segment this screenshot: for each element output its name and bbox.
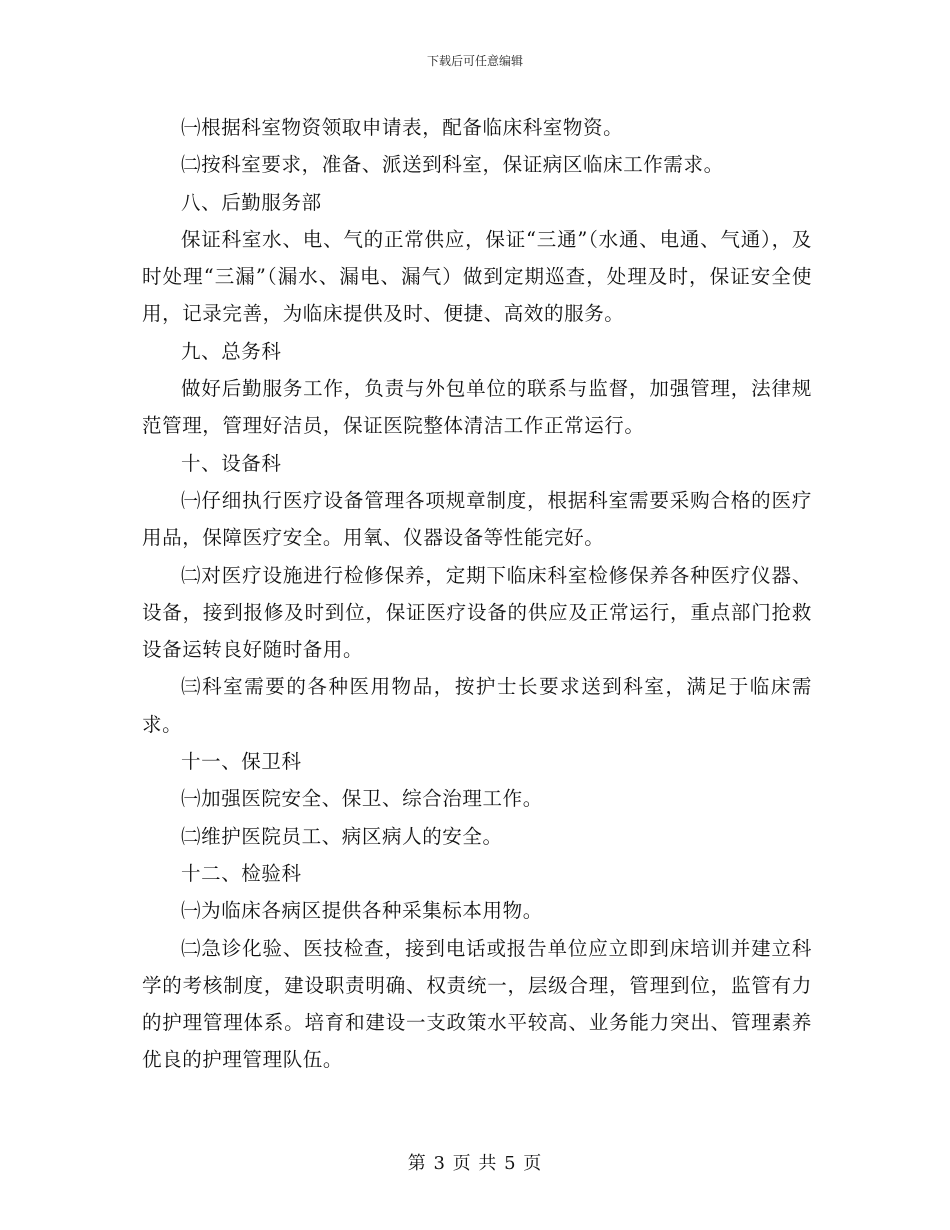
- section-heading: 八、后勤服务部: [181, 190, 322, 214]
- page-header: 下载后可任意编辑: [426, 54, 523, 68]
- document-body: [142, 109, 812, 1079]
- section-heading: 十二、检验科: [181, 861, 302, 885]
- page-number: 第 3 页 共 5 页: [407, 1153, 543, 1174]
- paragraph: ㈠为临床各病区提供各种采集标本用物。: [181, 899, 543, 923]
- paragraph: ㈡按科室要求，准备、派送到科室，保证病区临床工作需求。: [181, 153, 724, 177]
- paragraph: ㈡维护医院员工、病区病人的安全。: [181, 824, 503, 848]
- section-heading: 九、总务科: [181, 339, 282, 363]
- paragraph: 做好后勤服务工作，负责与外包单位的联系与监督，加强管理，法律规范管理，管理好洁员，保证医院整体清洁工作正常运行。: [142, 377, 812, 438]
- section-heading: 十、设备科: [181, 451, 282, 475]
- paragraph: ㈢科室需要的各种医用物品，按护士长要求送到科室，满足于临床需求。: [142, 675, 812, 736]
- paragraph: ㈡急诊化验、医技检查，接到电话或报告单位应立即到床培训并建立科学的考核制度，建设职责明确、权责统一，层级合理，管理到位，监管有力的护理管理体系。培育和建设一支政策水平较高、业务能力突出、管理素养优良的护理管理队伍。: [142, 936, 812, 1072]
- paragraph: ㈠根据科室物资领取申请表，配备临床科室物资。: [181, 116, 624, 139]
- paragraph: 保证科室水、电、气的正常供应，保证“三通”（水通、电通、气通），及时处理“三漏”（漏水、漏电、漏气）做到定期巡查，处理及时，保证安全使用，记录完善，为临床提供及时、便捷、高效的服务。: [142, 227, 812, 326]
- section-heading: 十一、保卫科: [181, 750, 302, 774]
- paragraph: ㈠仔细执行医疗设备管理各项规章制度，根据科室需要采购合格的医疗用品，保障医疗安全。用氧、仪器设备等性能完好。: [142, 488, 812, 550]
- paragraph: ㈡对医疗设施进行检修保养，定期下临床科室检修保养各种医疗仪器、设备，接到报修及时到位，保证医疗设备的供应及正常运行，重点部门抢救设备运转良好随时备用。: [142, 563, 812, 662]
- paragraph: ㈠加强医院安全、保卫、综合治理工作。: [181, 787, 543, 811]
